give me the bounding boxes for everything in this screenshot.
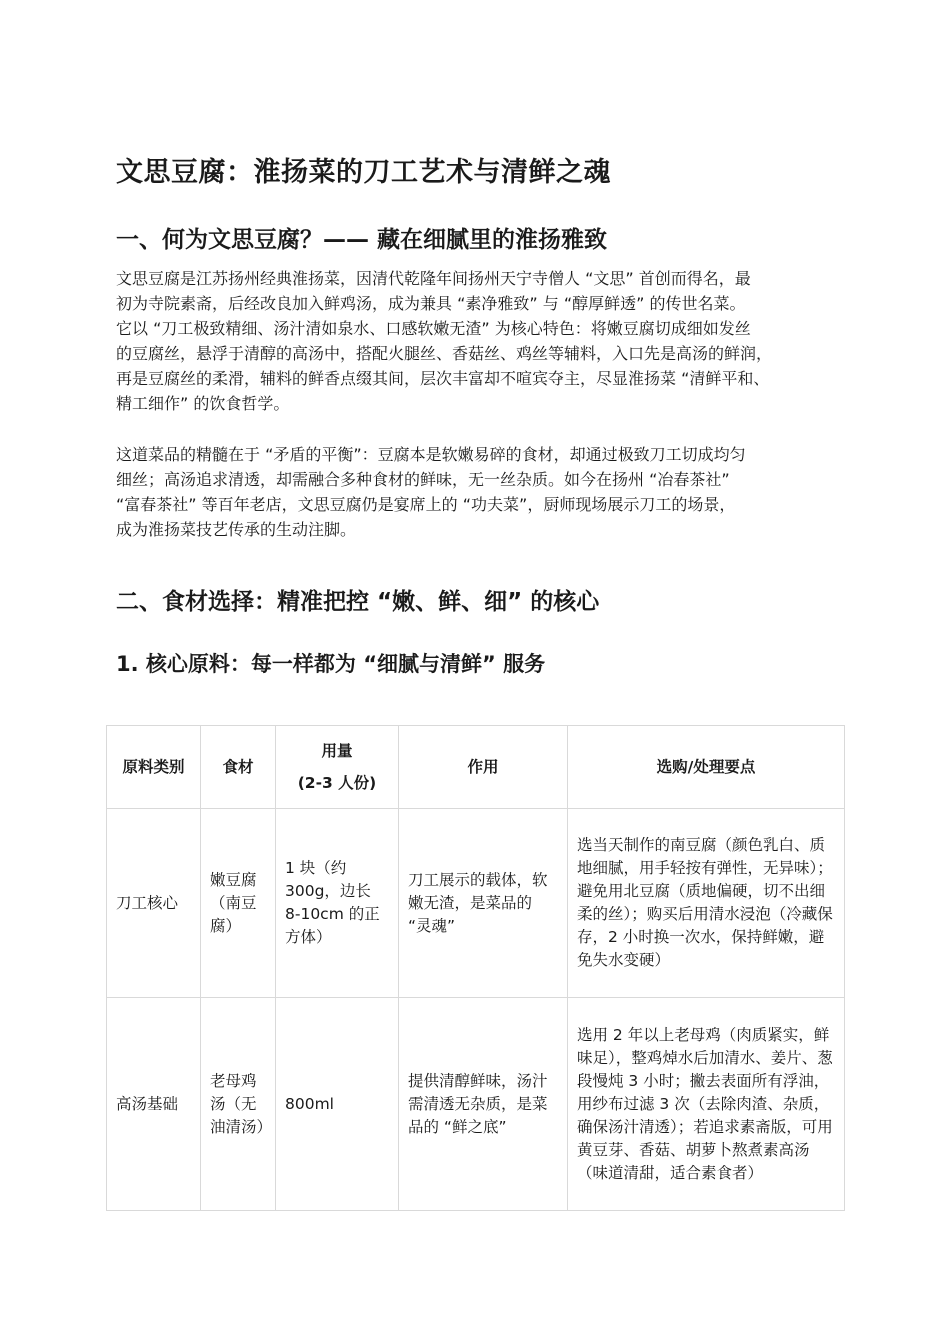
header-category: 原料类别 [107, 726, 201, 809]
header-role: 作用 [399, 726, 568, 809]
table-row [107, 809, 845, 998]
text-line: 成为淮扬菜技艺传承的生动注脚。 [116, 520, 357, 539]
ingredients-table [106, 725, 845, 1211]
page-title: 文思豆腐：淮扬菜的刀工艺术与清鲜之魂 [116, 157, 611, 188]
section-1-heading: 一、何为文思豆腐？—— 藏在细腻里的淮扬雅致 [116, 227, 608, 253]
table-header-row [107, 726, 845, 809]
cell-role: 刀工展示的载体，软嫩无渣，是菜品的 “灵魂” [399, 809, 568, 998]
table-row [107, 998, 845, 1211]
cell-category: 刀工核心 [107, 809, 201, 998]
cell-amount: 800ml [276, 998, 399, 1211]
text-line: “富春茶社” 等百年老店，文思豆腐仍是宴席上的 “功夫菜”，厨师现场展示刀工的场景， [116, 495, 736, 514]
text-line: 精工细作” 的饮食哲学。 [116, 394, 290, 413]
cell-ingredient: 嫩豆腐（南豆腐） [201, 809, 276, 998]
text-line: 的豆腐丝，悬浮于清醇的高汤中，搭配火腿丝、香菇丝、鸡丝等辅料，入口先是高汤的鲜润， [116, 344, 773, 363]
header-amount-line-2: (2-3 人份) [297, 773, 377, 792]
cell-role: 提供清醇鲜味，汤汁需清透无杂质，是菜品的 “鲜之底” [399, 998, 568, 1211]
cell-ingredient: 老母鸡汤（无油清汤） [201, 998, 276, 1211]
text-line: 它以 “刀工极致精细、汤汁清如泉水、口感软嫩无渣” 为核心特色：将嫩豆腐切成细如发丝 [116, 319, 751, 338]
cell-category: 高汤基础 [107, 998, 201, 1211]
header-amount [276, 726, 399, 809]
cell-amount: 1 块（约 300g，边长 8-10cm 的正方体） [276, 809, 399, 998]
header-ingredient: 食材 [201, 726, 276, 809]
section-2-heading: 二、食材选择：精准把控 “嫩、鲜、细” 的核心 [116, 589, 600, 615]
text-line: 初为寺院素斋，后经改良加入鲜鸡汤，成为兼具 “素净雅致” 与 “醇厚鲜透” 的传世名菜。 [116, 294, 746, 313]
header-amount-line-1: 用量 [321, 741, 353, 760]
text-line: 再是豆腐丝的柔滑，辅料的鲜香点缀其间，层次丰富却不喧宾夺主，尽显淮扬菜 “清鲜平和、 [116, 369, 770, 388]
section-1-paragraph-2 [116, 442, 846, 542]
text-line: 这道菜品的精髓在于 “矛盾的平衡”：豆腐本是软嫩易碎的食材，却通过极致刀工切成均匀 [116, 445, 746, 464]
header-tips: 选购/处理要点 [568, 726, 845, 809]
subsection-1-heading: 1. 核心原料：每一样都为 “细腻与清鲜” 服务 [116, 652, 546, 676]
text-line: 细丝；高汤追求清透，却需融合多种食材的鲜味，无一丝杂质。如今在扬州 “冶春茶社” [116, 470, 730, 489]
cell-tips: 选用 2 年以上老母鸡（肉质紧实，鲜味足），整鸡焯水后加清水、姜片、葱段慢炖 3 小时；撇去表面所有浮油，用纱布过滤 3 次（去除肉渣、杂质，确保汤汁清透）；若追求素斋版，可用黄豆芽、香菇、胡萝卜熬煮素高汤（味道清甜，适合素食者） [568, 998, 845, 1211]
cell-tips: 选当天制作的南豆腐（颜色乳白、质地细腻，用手轻按有弹性，无异味）；避免用北豆腐（质地偏硬，切不出细柔的丝）；购买后用清水浸泡（冷藏保存，2 小时换一次水，保持鲜嫩，避免失水变硬） [568, 809, 845, 998]
section-1-paragraph-1 [116, 266, 846, 416]
text-line: 文思豆腐是江苏扬州经典淮扬菜，因清代乾隆年间扬州天宁寺僧人 “文思” 首创而得名，最 [116, 269, 751, 288]
